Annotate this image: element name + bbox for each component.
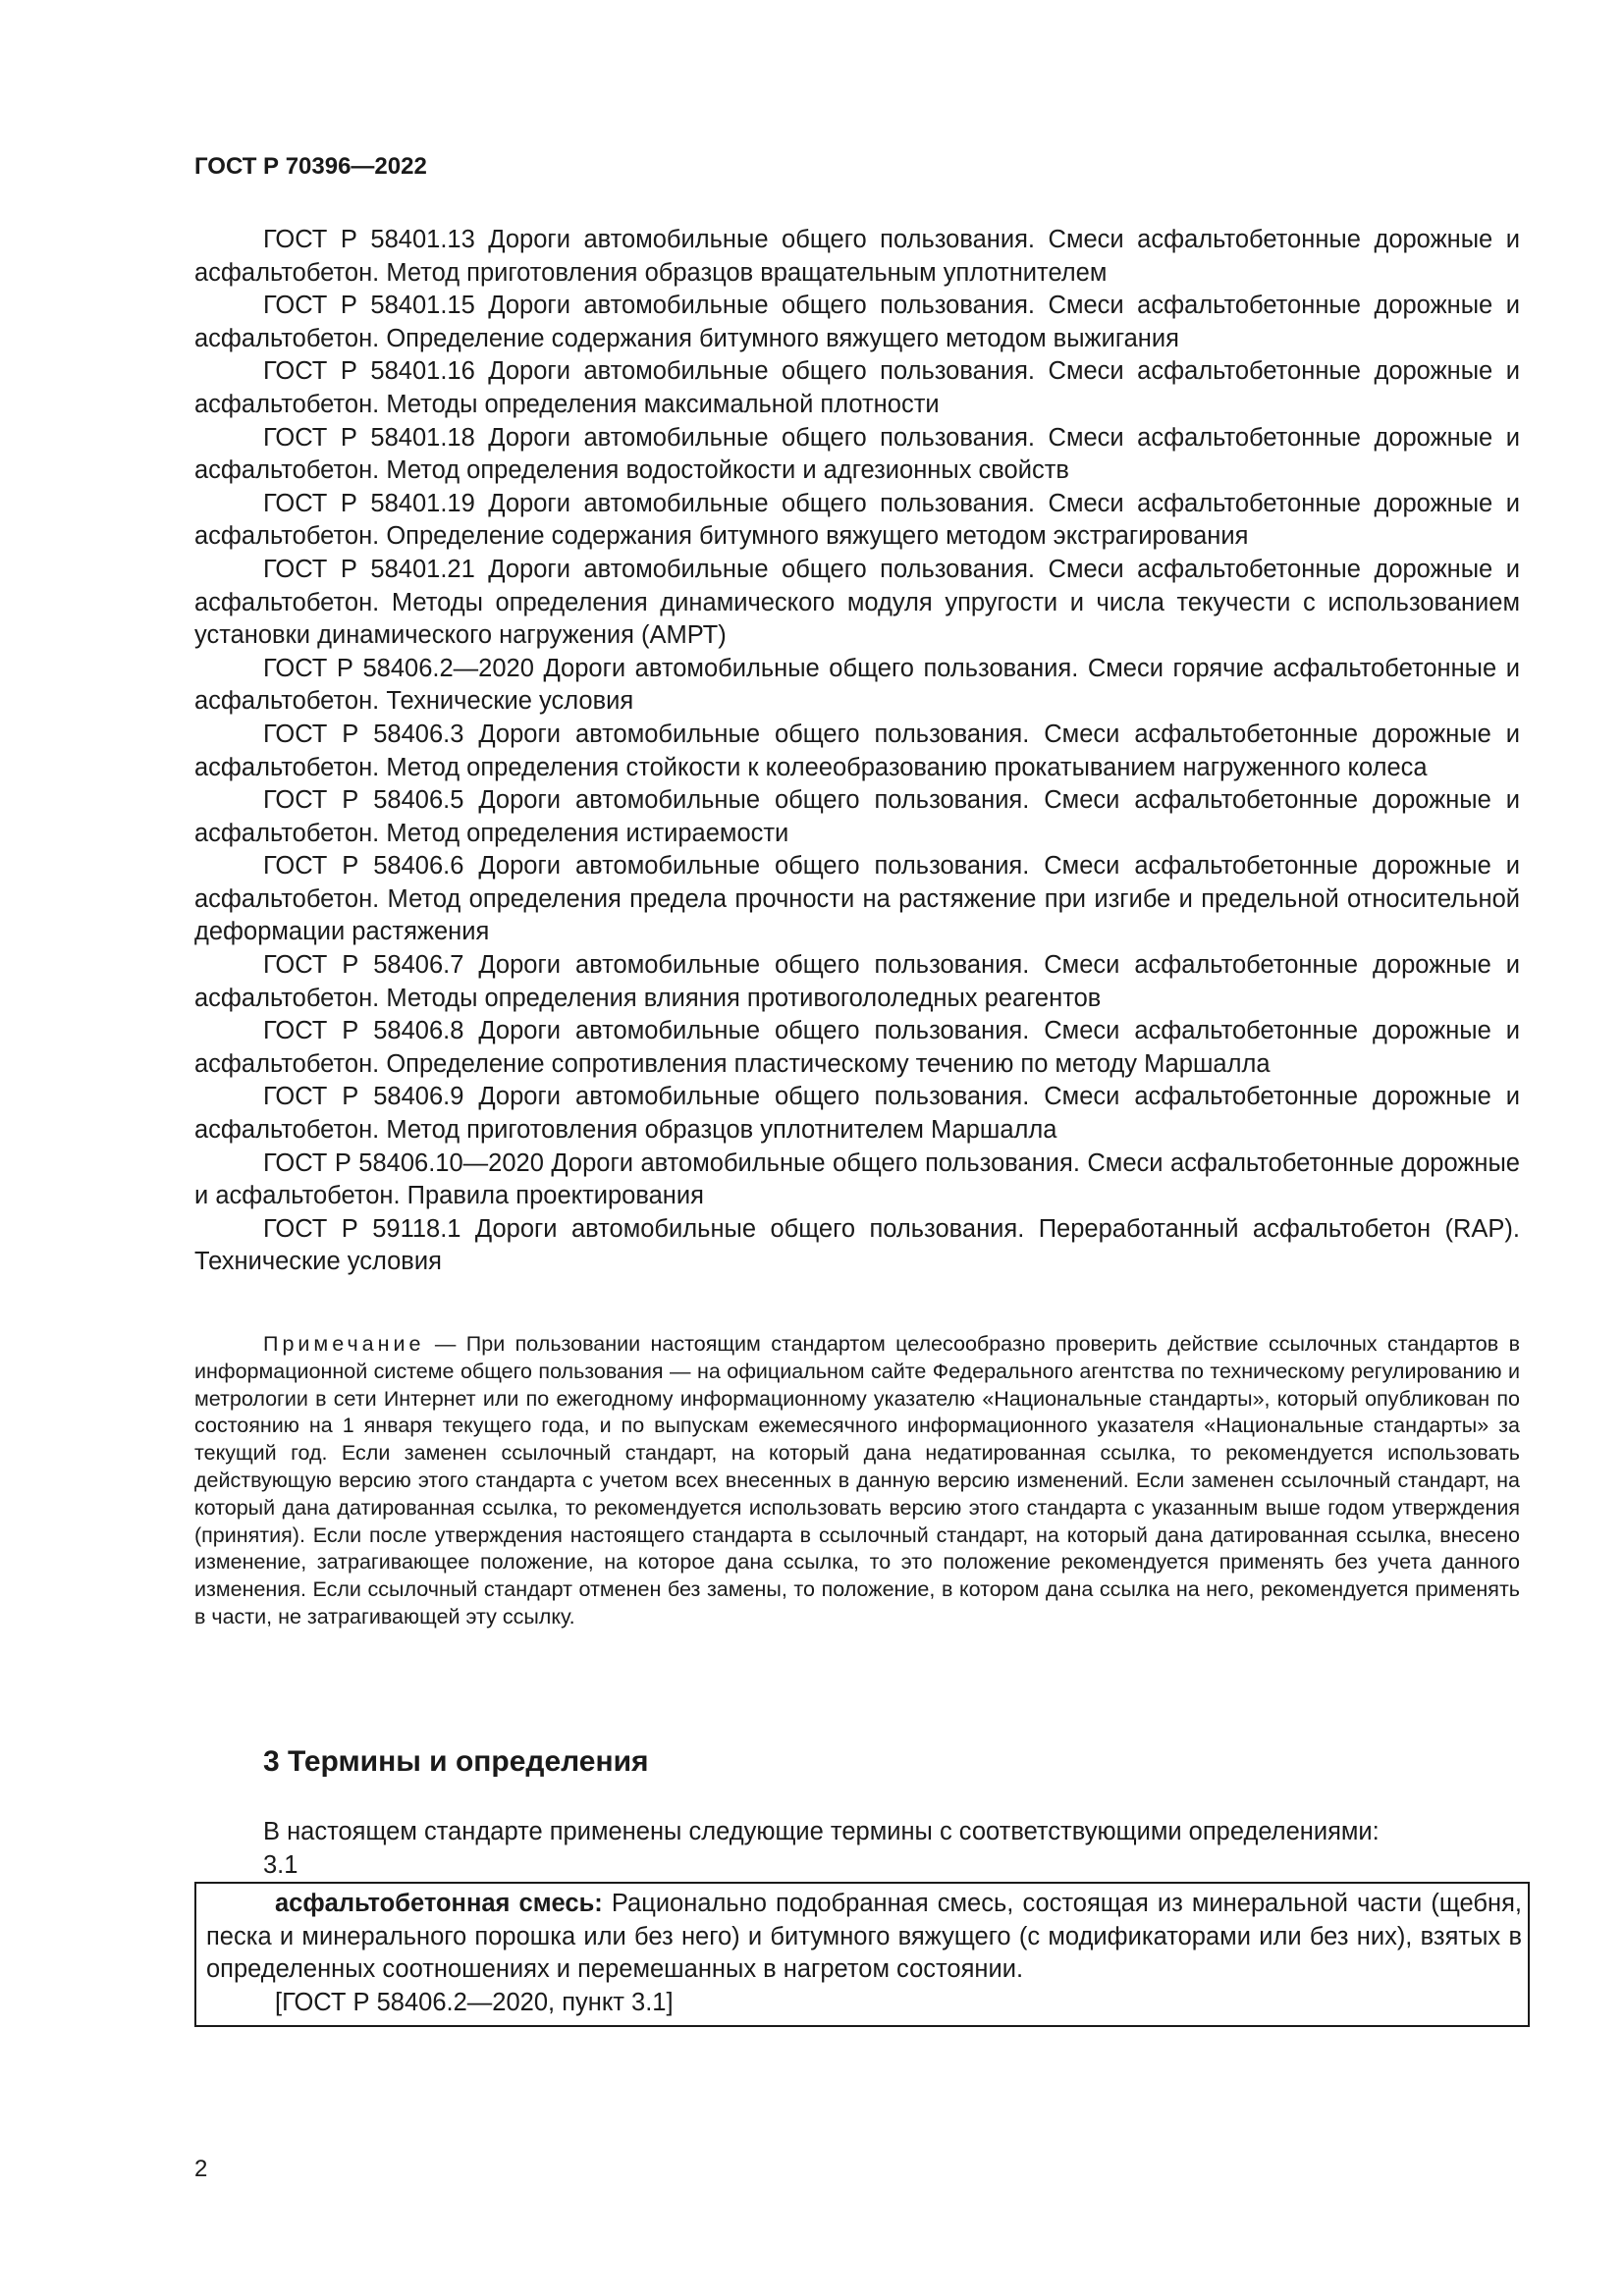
term-definition bbox=[206, 1888, 1522, 1987]
section-title: 3 Термины и определения bbox=[263, 1745, 649, 1778]
reference-item: ГОСТ Р 59118.1 Дороги автомобильные общего пользования. Переработанный асфальтобетон (RAP). Технические условия bbox=[194, 1214, 1520, 1276]
note-text: — При пользовании настоящим стандартом целесообразно проверить действие ссылочных стандартов в информационной системе общего пользования — на официальном сайте Федерального агентства по техническому регулированию и метрологии в сети Интернет или по ежегодному информационному указателю «Национальные стандарты», который опубликован по состоянию на 1 января текущего года, и по выпускам ежемесячного информационного указателя «Национальные стандарты» за текущий год. Если заменен ссылочный стандарт, на который дана недатированная ссылка, то рекомендуется использовать действующую версию этого стандарта с учетом всех внесенных в данную версию изменений. Если заменен ссылочный стандарт, на который дана датированная ссылка, то рекомендуется использовать версию этого стандарта с указанным выше годом утверждения (принятия). Если после утверждения настоящего стандарта в ссылочный стандарт, на который дана датированная ссылка, внесено изменение, затрагивающее положение, на которое дана ссылка, то это положение рекомендуется применять без учета данного изменения. Если ссылочный стандарт отменен без замены, то положение, в котором дана ссылка на него, рекомендуется применять в части, не затрагивающей эту ссылку. bbox=[194, 1332, 1520, 1629]
term-definition-text: Рационально подобранная смесь, состоящая из минеральной части (щебня, песка и минерального порошка или без него) и битумного вяжущего (с модификаторами или без них), взятых в определенных соотношениях и перемешанных в нагретом состоянии. bbox=[206, 1890, 1522, 1984]
intro-text: В настоящем стандарте применены следующие термины с соответствующими определениями: bbox=[263, 1818, 1380, 1845]
term-source: [ГОСТ Р 58406.2—2020, пункт 3.1] bbox=[275, 1988, 674, 2016]
reference-item: ГОСТ Р 58406.2—2020 Дороги автомобильные общего пользования. Смеси горячие асфальтобетонные и асфальтобетон. Технические условия bbox=[194, 654, 1520, 716]
normative-references bbox=[194, 224, 1520, 1279]
reference-item: ГОСТ Р 58401.15 Дороги автомобильные общего пользования. Смеси асфальтобетонные дорожные и асфальтобетон. Определение содержания битумного вяжущего методом выжигания bbox=[194, 292, 1520, 352]
reference-item: ГОСТ Р 58406.6 Дороги автомобильные общего пользования. Смеси асфальтобетонные дорожные и асфальтобетон. Метод определения предела прочности на растяжение при изгибе и предельной относительной деформации растяжения bbox=[194, 852, 1520, 946]
reference-item: ГОСТ Р 58401.16 Дороги автомобильные общего пользования. Смеси асфальтобетонные дорожные и асфальтобетон. Методы определения максимальной плотности bbox=[194, 357, 1520, 418]
term-definition-box bbox=[194, 1882, 1530, 2027]
reference-item: ГОСТ Р 58406.10—2020 Дороги автомобильные общего пользования. Смеси асфальтобетонные дорожные и асфальтобетон. Правила проектирования bbox=[194, 1148, 1520, 1210]
reference-item: ГОСТ Р 58406.9 Дороги автомобильные общего пользования. Смеси асфальтобетонные дорожные и асфальтобетон. Метод приготовления образцов уплотнителем Маршалла bbox=[194, 1083, 1520, 1145]
document-header: ГОСТ Р 70396—2022 bbox=[194, 153, 427, 180]
term-number: 3.1 bbox=[263, 1850, 298, 1879]
section-intro bbox=[263, 1816, 1520, 1882]
note-paragraph bbox=[194, 1331, 1520, 1631]
note-label: Примечание bbox=[263, 1332, 425, 1356]
reference-item: ГОСТ Р 58401.18 Дороги автомобильные общего пользования. Смеси асфальтобетонные дорожные и асфальтобетон. Метод определения водостойкости и адгезионных свойств bbox=[194, 423, 1520, 485]
reference-item: ГОСТ Р 58401.19 Дороги автомобильные общего пользования. Смеси асфальтобетонные дорожные и асфальтобетон. Определение содержания битумного вяжущего методом экстрагирования bbox=[194, 489, 1520, 551]
term-name: асфальтобетонная смесь: bbox=[275, 1890, 603, 1917]
reference-item: ГОСТ Р 58406.3 Дороги автомобильные общего пользования. Смеси асфальтобетонные дорожные и асфальтобетон. Метод определения стойкости к колееобразованию прокатыванием нагруженного колеса bbox=[194, 720, 1520, 781]
reference-item: ГОСТ Р 58406.7 Дороги автомобильные общего пользования. Смеси асфальтобетонные дорожные и асфальтобетон. Методы определения влияния противогололедных реагентов bbox=[194, 951, 1520, 1012]
page-number: 2 bbox=[194, 2156, 208, 2182]
reference-item: ГОСТ Р 58401.21 Дороги автомобильные общего пользования. Смеси асфальтобетонные дорожные и асфальтобетон. Методы определения динамического модуля упругости и числа текучести с использованием установки динамического нагружения (АМРТ) bbox=[194, 555, 1520, 650]
reference-item: ГОСТ Р 58406.5 Дороги автомобильные общего пользования. Смеси асфальтобетонные дорожные и асфальтобетон. Метод определения истираемости bbox=[194, 786, 1520, 847]
reference-item: ГОСТ Р 58401.13 Дороги автомобильные общего пользования. Смеси асфальтобетонные дорожные и асфальтобетон. Метод приготовления образцов вращательным уплотнителем bbox=[194, 226, 1520, 287]
reference-item: ГОСТ Р 58406.8 Дороги автомобильные общего пользования. Смеси асфальтобетонные дорожные и асфальтобетон. Определение сопротивления пластическому течению по методу Маршалла bbox=[194, 1017, 1520, 1078]
